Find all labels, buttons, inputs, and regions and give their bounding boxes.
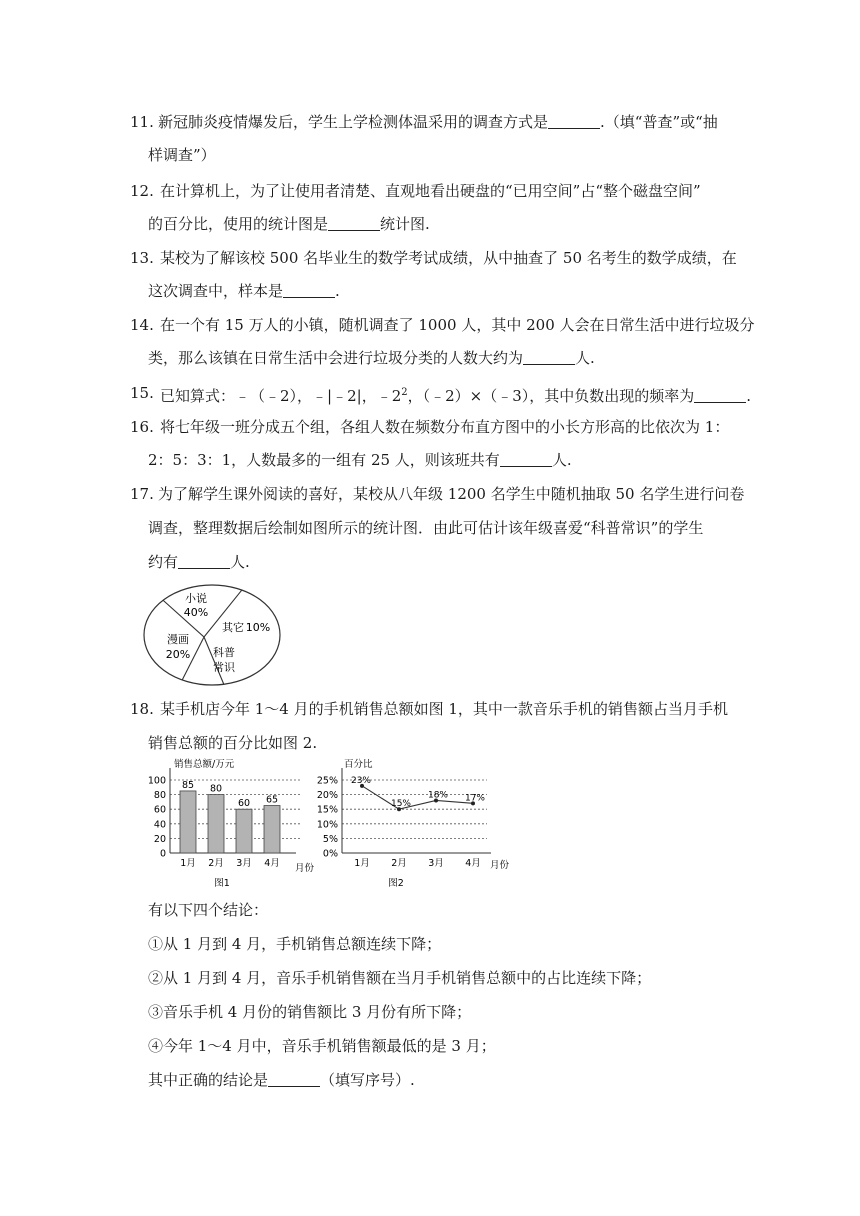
bar <box>180 791 196 853</box>
bar <box>208 795 224 853</box>
pie-label-comic: 漫画 <box>167 633 189 646</box>
bar-y-tick-label: 60 <box>153 804 166 816</box>
bar-value-label: 80 <box>209 783 223 795</box>
question-text: 已知算式：﹣（﹣2），﹣|﹣2|，﹣2 <box>160 387 402 405</box>
pie-label-other: 其它 <box>222 621 244 634</box>
bar-x-tick-label: 2月 <box>208 858 224 869</box>
pie-outline <box>144 585 280 685</box>
pie-chart-reading <box>140 580 290 690</box>
line-chart-y-ticks <box>317 776 338 860</box>
question-text: 的百分比，使用的统计图是 <box>148 215 329 233</box>
question-text: 某校为了解该校 500 名毕业生的数学考试成绩，从中抽查了 50 名考生的数学成绩，在 <box>160 249 737 267</box>
bar-chart-title: 销售总额/万元 <box>174 759 235 770</box>
bar-value-label: 60 <box>237 798 251 810</box>
bar-y-tick-label: 100 <box>147 775 166 787</box>
answer-blank[interactable] <box>283 283 335 298</box>
bar-y-tick-label: 20 <box>153 833 166 845</box>
answer-blank[interactable] <box>328 216 380 231</box>
line-x-tick-label: 2月 <box>391 858 407 869</box>
question-text: 为了解学生课外阅读的喜好，某校从八年级 1200 名学生中随机抽取 50 名学生进行问卷 <box>158 485 745 503</box>
bar-y-tick-label: 40 <box>153 819 166 831</box>
conclusion-1: ①从 1 月到 4 月，手机销售总额连续下降； <box>148 935 442 953</box>
question-text: 某手机店今年 1～4 月的手机销售总额如图 1，其中一款音乐手机的销售额占当月手机 <box>160 700 728 718</box>
line-y-tick-label: 0% <box>322 848 338 860</box>
question-text: 约有 <box>148 553 179 571</box>
bar-y-tick-label: 0 <box>159 848 166 860</box>
bar-value-label: 65 <box>265 794 279 806</box>
answer-blank[interactable] <box>694 388 746 403</box>
exam-page: 11. 新冠肺炎疫情爆发后，学生上学检测体温采用的调查方式是 .（填“普查”或“抽 样调查”） 12. 在计算机上，为了让使用者清楚、直观地看出硬盘的“已用空间”占“整个磁盘空间” 的百分比，使用的统计图是 统计图. 13. 某校为了解该校 500 名毕业生的数学考试成绩，从中抽查了 50 名考生的数学成绩，在 这次调查中，样本是 . 14. 在一个有 15 万人的小镇，随机调查了 1000 人，其中 200 人会在日常生活中进行垃圾分 类，那么该镇在日常生活中会进行垃圾分类的人数大约为 人. 15. 已知算式：﹣（﹣2），﹣|﹣2|，$﹣2^2$，（﹣2）×（﹣3），其中负数出现的频率为 . 16. 将七年级一班分成五个组，各组人数在频数分布直方图中的小长方形高的比依次为 1： 2：5：3：1，人数最多的一组有 25 人，则该班共有 人. 17. 为了解学生课外阅读的喜好，某校从八年级 1200 名学生中随机抽取 50 名学生进行问卷 调查，整理数据后绘制如图所示的统计图．由此可估计该年级喜爱“科普常识”的学生 约有 人. 小说 40% 其它 10% 科普 常识 漫画 20% 18. 某手机店今年 1～4 月的手机销售总额如图 1，其中一款音乐手机的销售额占当月手机 销售总额的百分比如图 2. 85 80 60 65 0 20 40 60 80 100 1月 2月 3月 4月 销售总额/万元 月份 图1 23% 15% 18% 17% 0% 5% 10% 15% 20% 25% 1月 2月 3月 4月 百分比 月份 图2 有以下四个结论： ①从 1 月到 4 月，手机销售总额连续下降； ②从 1 月到 4 月，音乐手机销售额在当月手机销售总额中的占比连续下降； ③音乐手机 4 月份的销售额比 3 月份有所下降； ④今年 1～4 月中，音乐手机销售额最低的是 3 月； 其中正确的结论是 （填写序号）. <box>130 113 755 1089</box>
line-value-label: 15% <box>390 799 412 810</box>
bar <box>236 809 252 853</box>
conclusion-4: ④今年 1～4 月中，音乐手机销售额最低的是 3 月； <box>148 1037 496 1055</box>
question-number: 13. <box>130 249 154 267</box>
question-text: 调查，整理数据后绘制如图所示的统计图．由此可估计该年级喜爱“科普常识”的学生 <box>148 519 704 537</box>
pie-label-novel: 小说 <box>185 592 207 605</box>
pie-value-comic: 20% <box>165 648 191 661</box>
bar-value-label: 85 <box>181 779 195 791</box>
conclusions-intro: 有以下四个结论： <box>148 901 269 919</box>
conclusion-3: ③音乐手机 4 月份的销售额比 3 月份有所下降； <box>148 1003 472 1021</box>
question-text: 将七年级一班分成五个组，各组人数在频数分布直方图中的小长方形高的比依次为 1： <box>160 418 730 436</box>
question-text: 样调查”） <box>148 146 216 164</box>
question-text: 新冠肺炎疫情爆发后，学生上学检测体温采用的调查方式是 <box>158 113 549 131</box>
bar-chart-caption: 图1 <box>214 878 230 888</box>
answer-blank[interactable] <box>523 350 575 365</box>
answer-blank[interactable] <box>178 554 230 569</box>
line-x-tick-label: 3月 <box>428 858 444 869</box>
line-value-label: 18% <box>427 790 449 801</box>
bar-x-tick-label: 4月 <box>264 858 280 869</box>
line-x-tick-label: 4月 <box>465 858 481 869</box>
pie-value-other: 10% <box>245 621 271 634</box>
bar-x-tick-label: 1月 <box>180 858 196 869</box>
answer-blank[interactable] <box>268 1072 320 1087</box>
question-text: 在计算机上，为了让使用者清楚、直观地看出硬盘的“已用空间”占“整个磁盘空间” <box>160 182 701 200</box>
line-chart-grid <box>342 780 487 838</box>
line-chart-xlabel: 月份 <box>490 860 510 871</box>
question-number: 17. <box>130 485 154 503</box>
question-text: 其中正确的结论是 <box>148 1071 269 1089</box>
line-chart-percent <box>312 756 512 888</box>
line-y-tick-label: 10% <box>316 819 338 831</box>
bar-x-tick-label: 3月 <box>236 858 252 869</box>
line-y-tick-label: 25% <box>316 775 338 787</box>
question-number: 14. <box>130 316 154 334</box>
pie-value-novel: 40% <box>183 606 209 619</box>
question-text: 这次调查中，样本是 <box>148 282 284 300</box>
bar-y-tick-label: 80 <box>153 790 166 802</box>
question-text: 2：5：3：1，人数最多的一组有 25 人，则该班共有 <box>148 451 500 469</box>
answer-blank[interactable] <box>548 114 600 129</box>
question-text: 销售总额的百分比如图 2. <box>148 734 318 752</box>
question-number: 18. <box>130 700 154 718</box>
bar-chart-x-ticks <box>180 858 280 869</box>
question-text: 类，那么该镇在日常生活中会进行垃圾分类的人数大约为 <box>148 349 524 367</box>
line-chart-caption: 图2 <box>388 878 404 888</box>
line-value-label: 17% <box>464 793 486 804</box>
line-chart-series <box>362 786 473 809</box>
bar <box>264 806 280 853</box>
conclusion-2: ②从 1 月到 4 月，音乐手机销售额在当月手机销售总额中的占比连续下降； <box>148 969 652 987</box>
question-number: 16. <box>130 418 154 436</box>
question-number: 12. <box>130 182 154 200</box>
bar-chart-y-ticks <box>148 776 166 860</box>
pie-label-science-1: 科普 <box>213 646 235 659</box>
question-text: 在一个有 15 万人的小镇，随机调查了 1000 人，其中 200 人会在日常生活中进行垃圾分 <box>160 316 755 334</box>
bar-chart-xlabel: 月份 <box>295 863 315 874</box>
bar-chart-sales <box>140 756 320 888</box>
line-value-label: 23% <box>350 775 372 786</box>
line-chart-points <box>360 784 475 811</box>
question-number: 15. <box>130 384 154 402</box>
line-y-tick-label: 15% <box>316 804 338 816</box>
line-y-tick-label: 20% <box>316 790 338 802</box>
line-x-tick-label: 1月 <box>354 858 370 869</box>
answer-blank[interactable] <box>500 452 552 467</box>
question-number: 11. <box>130 113 154 131</box>
line-chart-x-ticks <box>354 858 481 869</box>
line-y-tick-label: 5% <box>322 833 338 845</box>
line-chart-title: 百分比 <box>344 759 373 770</box>
pie-label-science-2: 常识 <box>213 661 235 674</box>
